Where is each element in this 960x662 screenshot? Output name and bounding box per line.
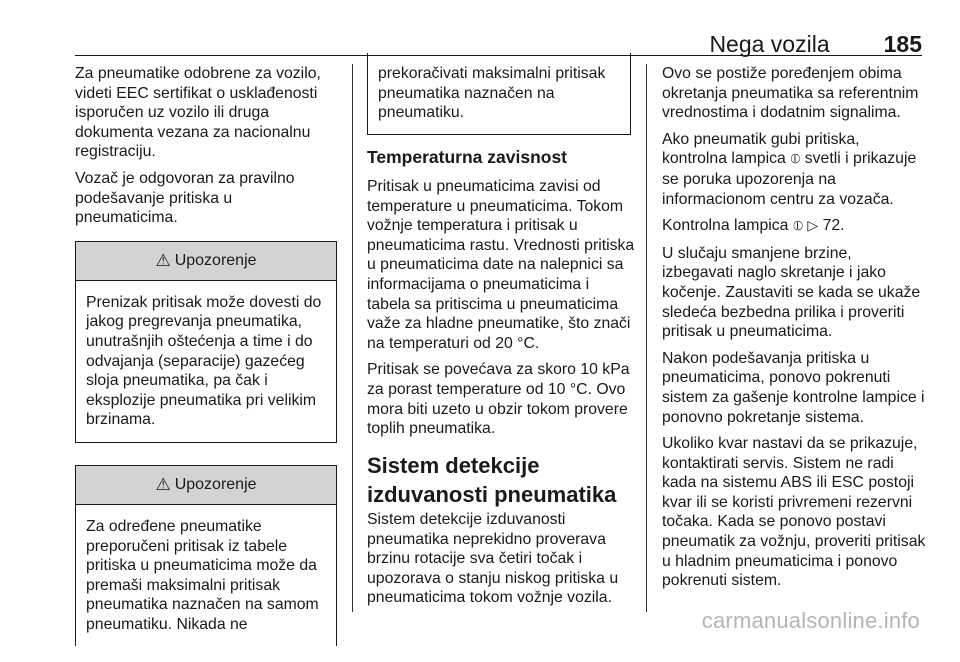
warning-text: Prenizak pritisak može dovesti do jakog pregrevanja pneumatika, unutrašnjih oštećenja a time i do odvajanja (separacije) gazećeg sloja pneumatika, pa čak i eksplozije pneumatika pri velikim brzinama.: [86, 293, 322, 429]
heading-deflation-detection: Sistem detekcije izduvanosti pneumatika: [367, 453, 617, 507]
paragraph-approval: Za pneumatike odobrene za vozilo, videti EEC sertifikat o usklađenosti isporučen uz vozilo ili druga dokumenta vezana za nacionalnu registraciju.: [75, 65, 321, 161]
tire-pressure-warning-icon: ⦶: [790, 151, 801, 168]
page-number: 185: [883, 31, 922, 57]
paragraph-driver-responsibility: Vozač je odgovoran za pravilno podešavanje pritiska u pneumaticima.: [75, 169, 295, 227]
paragraph-malfunction: Ukoliko kvar nastavi da se prikazuje, kontaktirati servis. Sistem ne radi kada na sistemu ABS ili ESC postoji kvar ili se koristi privremeni rezervni točaka. Kada se ponovo postavi pneumatik za vožnju, proveriti pritisak u hladnim pneumaticima i ponovo pokrenuti sistem.: [662, 435, 926, 590]
paragraph-pressure-loss: [662, 130, 926, 209]
warning-box-continued: prekoračivati maksimalni pritisak pneumatika naznačen na pneumatiku.: [367, 53, 631, 135]
warning-header: [76, 242, 336, 281]
heading-temperature: Temperaturna zavisnost: [367, 147, 568, 167]
paragraph-deflation-1: Sistem detekcije izduvanosti pneumatika neprekidno proverava brzinu rotacije sva četiri točak i upozorava o stanju niskog pritiska u pneumaticima tokom vožnje vozila.: [367, 511, 619, 607]
column-1: [75, 64, 337, 662]
paragraph-warning-lamp-ref: [662, 216, 926, 237]
warning-title: Upozorenje: [174, 251, 257, 269]
watermark: carmanualsonline.info: [701, 608, 920, 633]
deflation-section: [367, 510, 635, 615]
column-3: [662, 64, 926, 598]
text-fragment: Ako pneumatik gubi pritiska, kontrolna lampica: [662, 130, 860, 168]
paragraph-reduced-speed: U slučaju smanjene brzine, izbegavati naglo skretanje i jako kočenje. Zaustaviti se kada se ukaže sledeća bezbedna prilika i proveriti pritisak u pneumaticima.: [662, 244, 921, 341]
warning-text: Za određene pneumatike preporučeni pritisak iz tabele pritiska u pneumaticima može da premaši maksimalni pritisak pneumatika naznačen na samom pneumatiku. Nikada ne: [86, 517, 319, 633]
text-fragment: svetli i prikazuje se poruka upozorenja na informacionom centru za vozača.: [662, 150, 917, 208]
page-header: [709, 18, 922, 58]
warning-box-max-pressure: [75, 465, 337, 647]
column-divider-2: [646, 64, 647, 612]
section-title: Nega vozila: [709, 31, 830, 57]
warning-title: Upozorenje: [174, 476, 257, 494]
paragraph-temperature-1: Pritisak u pneumaticima zavisi od temperature u pneumaticima. Tokom vožnje temperatura i pritisak u pneumaticima rastu. Vrednosti pritiska u pneumaticima date na nalepnici sa informacijama o pneumaticima i tabela sa pritiscima u pneumaticima važe za hladne pneumatike, što znači na temperaturi od 20 °C.: [367, 178, 635, 352]
paragraph-after-adjustment: Nakon podešavanja pritiska u pneumaticima, ponovo pokrenuti sistem za gašenje kontrolne lampice i ponovno pokretanje sistema.: [662, 349, 925, 426]
paragraph-comparison: Ovo se postiže poređenjem obima okretanja pneumatika sa referentnim vrednostima i dodatnim signalima.: [662, 65, 919, 122]
warning-triangle-icon: ⚠: [155, 250, 171, 270]
paragraph-temperature-2: Pritisak se povećava za skoro 10 kPa za porast temperature od 10 °C. Ovo mora biti uzeto u obzir tokom provere toplih pneumatika.: [367, 361, 630, 438]
tire-pressure-warning-icon: ⦶: [792, 218, 804, 235]
warning-header: [76, 466, 336, 505]
column-divider-1: [352, 64, 353, 612]
warning-box-low-pressure: [75, 241, 337, 443]
page-reference-arrow-icon: ▷: [807, 218, 819, 235]
page-reference-link[interactable]: 72.: [822, 217, 845, 235]
text-fragment: Kontrolna lampica: [662, 217, 793, 235]
temperature-section: [367, 177, 635, 446]
warning-triangle-icon: ⚠: [155, 475, 171, 495]
